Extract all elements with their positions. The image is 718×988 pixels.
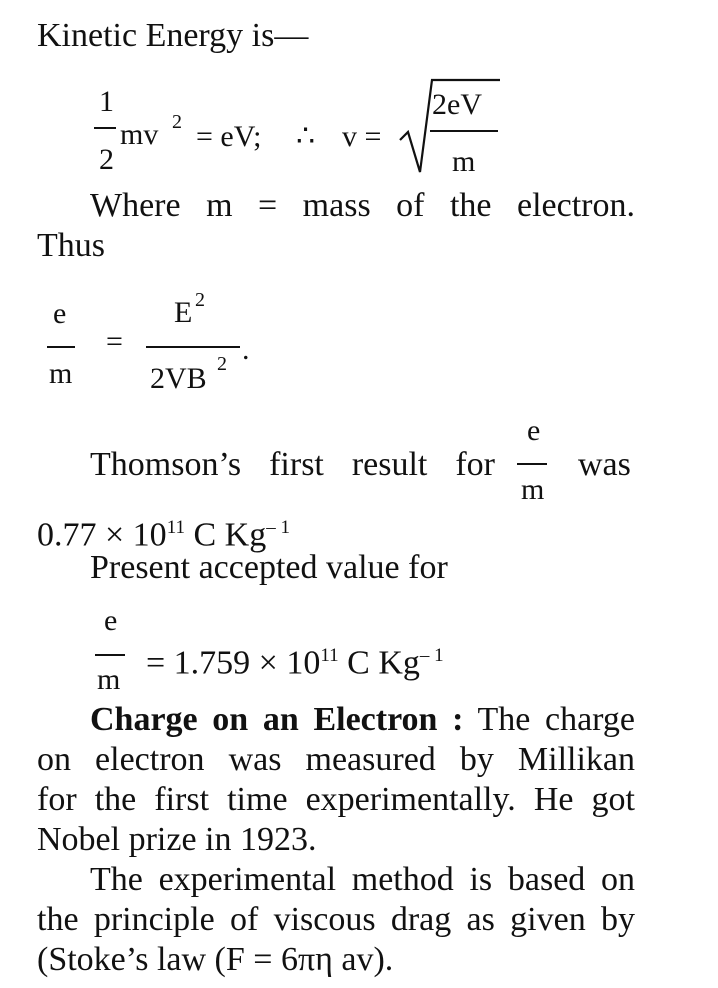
eq2-equals: = bbox=[106, 325, 123, 358]
thomson-value-exp: 11 bbox=[166, 517, 185, 538]
thomson-unit-exp: – 1 bbox=[266, 517, 290, 538]
thomson-frac-denominator: m bbox=[521, 473, 545, 506]
charge-line-1-rest: The charge bbox=[463, 701, 635, 738]
eq2-lhs-denominator: m bbox=[49, 357, 73, 390]
eq3-unit-exp: – 1 bbox=[419, 645, 444, 666]
eq2-rhs-den-exponent: 2 bbox=[217, 353, 227, 375]
eq2-lhs-numerator: e bbox=[53, 297, 67, 330]
thomson-text: Thomson’s first result for bbox=[90, 446, 495, 483]
eq1-equals-ev: = eV; bbox=[196, 120, 262, 153]
thomson-unit: C Kg bbox=[184, 516, 267, 554]
thus-word: Thus bbox=[37, 227, 105, 264]
sqrt-numerator: 2eV bbox=[432, 88, 482, 121]
thomson-frac-bar bbox=[517, 463, 547, 465]
eq1-exponent: 2 bbox=[172, 111, 182, 133]
charge-line-3: for the first time experimentally. He got bbox=[37, 781, 635, 818]
method-line-2: the principle of viscous drag as given by bbox=[37, 901, 635, 938]
eq3-value-exp: 11 bbox=[320, 645, 339, 666]
where-line: Where m = mass of the electron. bbox=[90, 187, 635, 224]
eq3-bar bbox=[95, 654, 125, 656]
eq3-value bbox=[146, 636, 444, 683]
charge-line-2: on electron was measured by Millikan bbox=[37, 741, 635, 778]
eq1-mv: mv bbox=[120, 118, 159, 151]
heading: Kinetic Energy is— bbox=[37, 17, 309, 54]
present-line: Present accepted value for bbox=[90, 549, 448, 586]
eq2-rhs-denominator: 2VB bbox=[150, 362, 207, 395]
charge-heading: Charge on an Electron : bbox=[90, 701, 464, 738]
eq3-numerator: e bbox=[104, 604, 118, 637]
thomson-value-base: 0.77 × 10 bbox=[37, 516, 167, 554]
eq1-numerator: 1 bbox=[99, 85, 114, 118]
eq2-lhs-bar bbox=[47, 346, 75, 348]
eq3-value-base: = 1.759 × 10 bbox=[146, 644, 321, 682]
eq3-denominator: m bbox=[97, 663, 121, 696]
eq3-unit: C Kg bbox=[338, 644, 420, 682]
eq2-rhs-num-exponent: 2 bbox=[195, 289, 205, 311]
thomson-frac-numerator: e bbox=[527, 414, 541, 447]
thomson-was: was bbox=[578, 446, 631, 483]
method-line-1: The experimental method is based on bbox=[90, 861, 635, 898]
eq2-period: . bbox=[242, 333, 250, 366]
charge-line-1 bbox=[90, 700, 635, 740]
eq2-rhs-bar bbox=[146, 346, 240, 348]
therefore-symbol: ∴ bbox=[296, 120, 316, 153]
sqrt-denominator: m bbox=[452, 145, 476, 178]
eq1-denominator: 2 bbox=[99, 143, 114, 176]
eq1-v-equals: v = bbox=[342, 120, 382, 153]
sqrt-fraction-bar bbox=[430, 130, 498, 132]
charge-line-4: Nobel prize in 1923. bbox=[37, 821, 317, 858]
eq1-fraction-bar bbox=[94, 127, 116, 129]
eq2-rhs-numerator: E bbox=[174, 296, 193, 329]
method-line-3: (Stoke’s law (F = 6πη av). bbox=[37, 941, 394, 978]
